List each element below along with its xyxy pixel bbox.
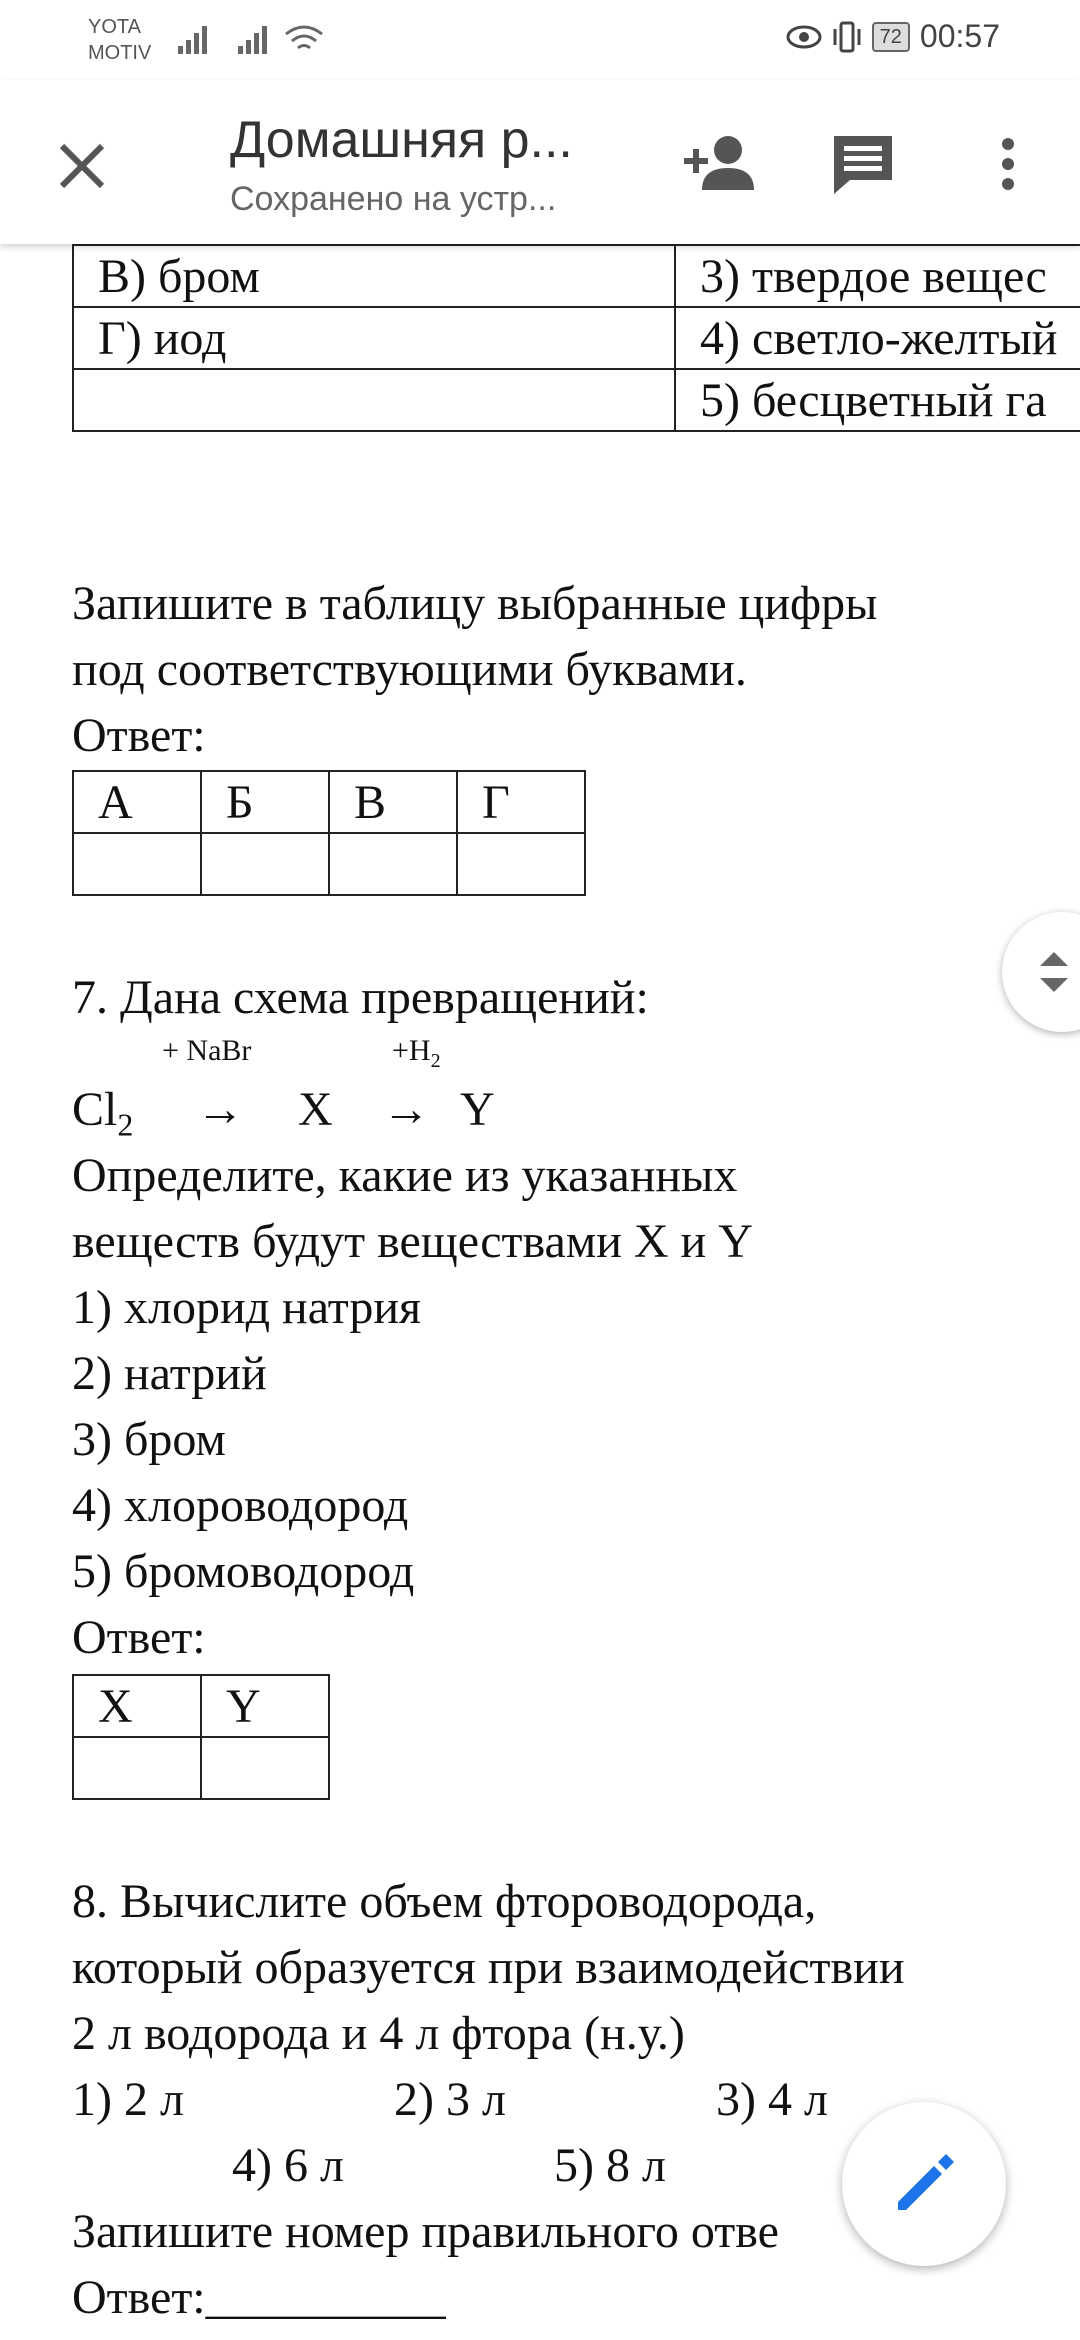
option-item: 5) бромоводород: [72, 1545, 415, 1598]
table-row: [73, 1675, 329, 1737]
clock: 00:57: [919, 18, 1000, 54]
answer-label-2: Ответ:: [72, 1611, 206, 1664]
more-options-icon[interactable]: [994, 128, 1022, 200]
instruction-line-1: Запишите в таблицу выбранные цифры: [72, 577, 878, 630]
answer-label-3: Ответ:__________: [72, 2271, 446, 2324]
option-item: 5) 8 л: [554, 2139, 666, 2192]
question-7-title: 7. Дана схема превращений:: [72, 971, 649, 1024]
reagent-h2-label: +H: [392, 1034, 431, 1067]
comment-icon[interactable]: [830, 128, 896, 200]
table-cell: Б: [201, 771, 329, 833]
status-right: [786, 18, 1000, 55]
table-cell: Y: [201, 1675, 329, 1737]
scroll-arrows-icon: [1002, 912, 1080, 1032]
table-row: [73, 833, 585, 895]
answer-cell[interactable]: [73, 833, 201, 895]
question-7-line-1: Определите, какие из указанных: [72, 1149, 738, 1202]
table-row: [73, 307, 1080, 369]
pencil-icon: [842, 2102, 1006, 2266]
option-item: 4) 6 л: [232, 2139, 344, 2192]
document-subtitle: Сохранено на устр...: [230, 180, 557, 218]
table-row: [73, 245, 1080, 307]
answer-cell[interactable]: [457, 833, 585, 895]
reagent-h2-sub: 2: [430, 1050, 441, 1072]
wifi-icon: [284, 24, 324, 54]
scheme-x: X: [298, 1083, 333, 1136]
option-item: 3) 4 л: [716, 2073, 828, 2126]
carrier-1: YOTA: [88, 16, 141, 38]
table-cell: А: [73, 771, 201, 833]
battery-indicator: 72: [872, 22, 910, 52]
signal-icon: [176, 24, 212, 54]
question-8-line-3: 2 л водорода и 4 л фтора (н.у.): [72, 2007, 685, 2060]
status-bar: [0, 0, 1080, 80]
option-item: 4) хлороводород: [72, 1479, 409, 1532]
scheme-y: Y: [460, 1083, 495, 1136]
table-cell: 4) светло-желтый: [675, 307, 1080, 369]
answer-cell[interactable]: [201, 833, 329, 895]
option-item: 1) хлорид натрия: [72, 1281, 422, 1334]
table-cell: 3) твердое вещес: [675, 245, 1080, 307]
add-person-icon[interactable]: [682, 128, 758, 200]
eye-icon: [786, 23, 822, 51]
scheme-cl-sub: 2: [117, 1106, 134, 1143]
app-toolbar: [0, 80, 1080, 244]
vibrate-icon: [832, 21, 862, 53]
option-item: 2) натрий: [72, 1347, 267, 1400]
table-cell: 5) бесцветный га: [675, 369, 1080, 431]
edit-button[interactable]: [842, 2102, 1006, 2266]
scheme-arrow-2: →: [382, 1083, 430, 1136]
signal-icon-2: [236, 24, 272, 54]
answer-label-1: Ответ:: [72, 709, 206, 762]
table-cell: В: [329, 771, 457, 833]
answer-table-1: [72, 770, 586, 896]
table-cell: [73, 369, 675, 431]
close-icon[interactable]: [46, 130, 118, 202]
matching-table: [72, 244, 1080, 432]
instruction-line-2: под соответствующими буквами.: [72, 643, 747, 696]
reagent-h2: [392, 1034, 441, 1073]
scheme-start: [72, 1082, 133, 1153]
carrier-info: [88, 14, 151, 66]
table-cell: Г) иод: [73, 307, 675, 369]
carrier-2: MOTIV: [88, 42, 152, 64]
question-8-write: Запишите номер правильного отве: [72, 2205, 779, 2258]
scheme-cl: Cl: [72, 1083, 118, 1136]
answer-table-2: [72, 1674, 330, 1800]
answer-cell[interactable]: [73, 1737, 201, 1799]
table-cell: Г: [457, 771, 585, 833]
scheme-arrow-1: →: [196, 1083, 244, 1136]
option-item: 1) 2 л: [72, 2073, 184, 2126]
table-row: [73, 771, 585, 833]
question-8-line-2: который образуется при взаимодействии: [72, 1941, 905, 1994]
question-7-line-2: веществ будут веществами X и Y: [72, 1215, 753, 1268]
table-row: [73, 369, 1080, 431]
table-cell: В) бром: [73, 245, 675, 307]
option-item: 3) бром: [72, 1413, 226, 1466]
answer-cell[interactable]: [329, 833, 457, 895]
table-cell: X: [73, 1675, 201, 1737]
reagent-nabr: + NaBr: [162, 1034, 252, 1067]
scroll-handle[interactable]: [1002, 912, 1080, 1032]
table-row: [73, 1737, 329, 1799]
document-content: [0, 244, 1080, 2340]
document-title: Домашняя р...: [230, 111, 573, 169]
question-8-line-1: 8. Вычислите объем фтороводорода,: [72, 1875, 817, 1928]
option-item: 2) 3 л: [394, 2073, 506, 2126]
answer-cell[interactable]: [201, 1737, 329, 1799]
